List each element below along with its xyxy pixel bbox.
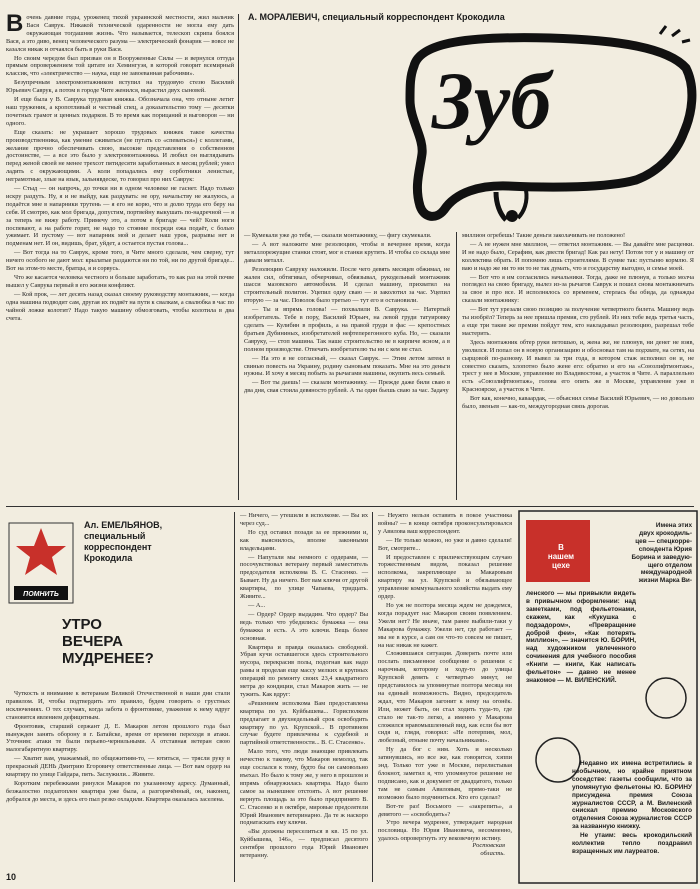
paragraph: Утро вечера мудренее, утверждает народная пословица. Но Юрия Ивановича, несомненно, удалось опровергнуть эту вековечную истину. [378,819,512,843]
page-number: 10 [6,872,17,882]
sidebar-line: международной [640,569,692,577]
paragraph: — Кумекали уже до тебя, — сказали монтажнику, — фигу скумекали. [244,232,432,239]
paragraph: — Неужто нельзя оставить в покое участника войны? — в конце октября проконсультировался у Авилова ваш корреспондент. [378,512,512,535]
column-divider [234,512,235,882]
main-column-1 [6,10,234,323]
paragraph: Еще сказать: не украшает хорошо трудовых книжек такое качества производственника, как умение сживаться (не путать со «спеваться») с коллегами, желание прочно обеспечивать свою, высокие представления о собственном достоинстве, — а все это было у электромонтажника. И любил он выглядывать перед женой своей не менее трехсот пятидесяти заработанных в месяц рублей; умел ладить с окружающими. А коли попадались ему сорботники ленистые, неграмотные, злые на язык, зальнявдеске, то говорил про них Саврук: [6,128,234,184]
paragraph: — А вот наложите мне резолюцию, чтобы в вечернее время, когда металлорежущие станки стоят, мог я станки крутить. И чтобы со склада мне давали металл. [244,240,450,264]
place-line: Ростовская [472,842,505,849]
logo-line: нашем [547,552,575,561]
sidebar-line: Имена этих [655,522,692,529]
column-divider [238,14,239,500]
paragraph: Квартира и правда оказалась свободной. Убрав кучи оставшегося здесь строительного мусора, перекрасив полы, подогнав как надо рамы и проделав еще массу мелких и крупных операций по ремонту своих 23,4 квадратного метра до кондиции, стал Макаров жить — не тужить. Как вдруг: [240,643,368,698]
paragraph: миллион огребешь! Такие деньги заколачивать не положено! [462,232,626,239]
paragraph: — Ордер? Ордер выдадим. Что ордер? Вы ведь только что убедились: бумажка — она бумажка и есть. А это ключи. Вещь более основная. [240,610,368,642]
paragraph: — Вот тогда на то Саврук, кроме того, в Чите много сделали, чем сверну, тут ничего особого не дают мол: крылатые раздаются ни по той, ни по другой бригаде... Вот на этом-то месте, братцы, я и сорвусь. [6,249,234,273]
second-column-1 [6,690,230,805]
byline: А. МОРАЛЕВИЧ, специальный корреспондент Крокодила [248,12,505,22]
author-block [84,520,214,564]
paragraph: «Вы должны переселиться в кв. 15 по ул. Куйбышева, 146», — предписал десятого сентября прошлого года Юрий Иванович ветеранну. [240,828,368,860]
headline-line: УТРО [62,616,102,633]
sidebar-header [598,522,692,585]
section-divider [6,506,694,507]
article-title: Зуб [432,55,552,146]
paragraph: Коротким перебежками ринулся Макаров по указанному адресу. Думанный, безжалостно подзатоплен квартира уже была, а разгорячённый, он, наконец, добрался до места, и здесь его пыл резко охладили. Квартира оказалась заселена. [6,779,230,803]
logo-line: цехе [552,561,570,570]
paragraph: Что же касается человека честного и больше заработать, то как раз на этой почве вышел у Саврука первый в его жизни конфликт. [6,274,234,289]
paragraph: — Стыд — он напрочь, до точки ни в одном человеке не гаснет. Надо только искру раздуть. Ну, я и не выйду, как раздувать: не ору, начальству не жалуюсь, а подаётся мне в напарники трутень — я его не корю, что и долю труда его беру на себя. И смотрю, как мол бригада, допустим, портвейну выкушать по-надречной — я за теперь не вижу работу. Примечу это, а потом в бригаде — чей? Коли ноги поспевают, а на работе горит, не надо то стояние посреди ежа подаёт, с болью ужимает. И пустому — вот напарник мой и делает наш урок, разрывы нет и подменам нет. И он, видишь, брат, уйдет, а остается пустая голова... [6,185,234,248]
paragraph: Ну да бог с ним. Хоть и несколько затянувшись, но все же, как говорится, хэппи энд. Только тот уже в Москве, перелистывая блокнот, заметил я, что упомянутое решение не подписано, как и документ от двадцатого, только там не самым Авиловым, прямо-таки не возможно было подчиниться. Кто его сделал? [378,746,512,801]
sidebar-line: цев — спецкорре- [635,537,692,545]
paragraph: — На это я не согласный, — сказал Саврук. — Этим летом затеял в свинью повесть на Украину, родину сыновьям показать. Мне на это деньги нужны. И хочу я месяц побыть за рычагами машины, окупить весь семьей. [244,354,450,378]
place-line: область. [480,850,505,857]
paragraph: Чуткость и внимание к ветеранам Великой Отечественной в наши дни стали правилом. И, чтобы подтвердить это правило, будем говорить о грустных исключениях. О тех случаях, когда забота о фронтовике, уважение к нему вдруг становятся явлением дефицитным. [6,690,230,721]
sidebar-body-2 [572,760,692,857]
paragraph: И предоставлен с приличествующим случаю торжественным видом, показал решение исполкома, закрепляющее за Макаровым квартиру на ул. Крупской и обязывающее управление коммунального хозяйства выдать ему ордер. [378,553,512,601]
paragraph: Но суд оставил позади за ее прежними и, как выяснилось, вполне законными владельцами. [240,528,368,552]
paragraph: «Решением исполкома Вам предоставлена квартира по ул. Куйбышева... Горисполком предлагает в двухнедельный срок освободить квартиру по ул. Крупской... В противном случае будете привлечены к судебной и партийной ответственности... В. С. Стасенко». [240,699,368,747]
author-line: специальный [84,531,146,541]
sidebar-line: щего отделом [647,561,692,569]
paragraph: — Вот что я им согласились начальники. Тогда, даже не плюнув, а только молча поглядел на свою бригаду, вылез из-за рычагов Саврук и пошел снова монтажничать за свое и про все. И исполнялось со временем, стерлась бы обида, да однажды сказали монтажнику: [462,273,694,305]
second-column-2 [240,512,368,861]
paragraph: — Напутали мы немного с ордерами, — посочувствовал ветерану первый заместитель председателя исполкома В. С. Стасенко. — Бывает. Ну да ничего. Вот вам ключи от другой квартиры, по улице Чапаева, тридцать. Живите... [240,553,368,601]
paragraph: — Хватит вам, уважаемый, по общежитиям-то, — ютиться, — трясли руку в прекрасный ДЕНЬ Дмитрию Егоровичу ответственные лица. — Вот вам ордер на квартиру по улице Гайдара, пять. Заслужили... Живите. [6,755,230,779]
paragraph: И еще была у В. Саврука трудовая книжка. Обозначала она, что отныне летит наш труженик, а кропотливый и честный спец, а доказательство тому — десятки почетных грамот и ценных подарков. В то время как порицаний и выговоров — ни одного. [6,96,234,127]
sidebar-paragraph: ленского — мы привыкли видеть в привычном оформлении: над заметками, под фельетонами, скажем, как «Кукушка с подзадором», «Превращение доброй феи», «Как потерять миллион», — значится Ю. БОРИН, над художником увлеченного сочинения для учебного пособия «Книги — книги, Как написать фельетон» — давно не менее знакомое — М. ВИЛЕНСКИЙ. [526,590,636,684]
column-divider [456,232,457,500]
paragraph: — Ты и впрямь голова! — похвалили В. Саврука. — Натертый изобретатель. Тебе в пору, Василий Юрьич, на левой груди татуировку сделать — Кулибин в профиль, а на правой груди в фас — крепостных братьев Дубининых, изобретателей нефтеперегонного куба. Но, — сказали Савруку, — стоп машина. Так наше строительство не в кирпиче ясном, а в полном производстве. Отвечать изобретателю ты ни с кем не стал. [244,306,450,353]
paragraph: Но уж не полтора месяца ждем не дождемся, когда порадует нас Макаров своим появлением. Ужели нет? Не иначе, там ранее выбили-таки у Макарова бумажку. Ужели нет, где работает — мы не в курсе, а сам он что-то совсем не пишет, на нас никак не кажет. [378,601,512,649]
paragraph: Безупречным электромонтажником вступил на трудовую стезю Василий Юрьевич Саврук, а потом в городе Чите женился, вырастил двух сыновей. [6,79,234,95]
paragraph: — Ничего, — утешили в исполкоме. — Вы их через суд... [240,512,368,527]
author-line: Ал. ЕМЕЛЬЯНОВ, [84,520,163,530]
sidebar-paragraph: Недавно их имена встретились в необычном, но крайне приятном соседстве: газеты сообщили, что за упомянутую фельетоны Ю. БОРИНУ присуждена премия Союза журналистов СССР, а М. Виленский снискал премию Московского отделения Союза журналистов СССР за названную книжку. [572,760,692,831]
paragraph: — Вот тут урезали свою позицию за получение четвертного билета. Машину ведь ты изобрёл? Теперь за нее пришла премия, сто рублей. Из них тебе ведь третья часть, а еще три такие же премии пойдут тем, кто накладывал резолюцию, разрешал тебе мастерить. [462,306,694,337]
column-divider [372,512,373,882]
headline-line: ВЕЧЕРА [62,633,123,650]
paragraph: Но своим чередом был призван он в Вооруженные Силы — и вернулся оттуда прямым опровержением той цитате из Хемингуэя, в которой говорит всемирный классик, что «электричество — наука, еще не завоеванная рабочими». [6,54,234,78]
headline-line: МУДРЕНЕЕ? [62,650,154,667]
section-logo [528,543,594,570]
main-column-2 [244,232,450,396]
author-line: Крокодила [84,553,133,563]
sidebar-line: спондента Юрия [638,545,692,553]
author-line: корреспондент [84,542,152,552]
sidebar-paragraph: Не утаим: весь крокодильский коллектив тепло поздравил взращенных им лауреатов. [572,832,692,855]
logo-line: В [558,543,564,552]
sidebar-line: Борина и заведую- [631,553,692,561]
paragraph: Фронтовик, старший сержант Д. Е. Макаров летом прошлого года был вынужден занять оборону в г. Батайске, время от времени переходя в атаки. Уточним: атаки те были перьево-чернильными. А отставная ветеран свою малогабаритную квартиру. [6,722,230,754]
sidebar-line: двух крокодиль- [639,529,692,537]
paragraph: — Вот ты даешь! — сказали монтажнику. — Прежде даже били сваю в два дня, свая стоила девяносто рублей. А ты один бьешь сваю за час. Задачу [244,379,450,395]
paragraph: Вот как, конечно, каваардак, — объяснил семье Василий Юрьевич, — но довольно было, звеньев — как-то, междугородная связь дорогая. [462,395,694,411]
paragraph: — Кой прок, — лет десять назад сказал своему руководству монтажник, — когда одна машина подводит сам, другая их подвёт на пути к свалкам, а свалюбка в час по чайной ложке колотит? Надо такую машину обмозговать, чтобы колотила в два счета. [6,290,234,322]
paragraph: Сложившаяся ситуация. Доверять почте или послать письменное сообщение о решении с нарочным, которому и ходу-то до улицы Крупской девять с четвертью минут, не представилось за упомянутые полтора месяца ни на единый возможность. Видно, председатель ждал, что Макаров загонит к нему на огонёк. Или, может быть, он стал ходить туда-то, где стало не так-то легко, а именно у Макарова сложился нравомышленный вид, как если бы вот сидя и, глядя, говорил: «Не потерпим, мол, любезный, отныне почту начальниками». [378,650,512,745]
paragraph: — А не нужен мне миллион, — ответил монтажник. — Вы давайте мне расценки. И не надо было, Серафим, как двести бригад! Как раз нету! Потом тот у и машину от коллектива обрать. И попомню лишь строителями. В сумме так: пустыню кормлю. Я ваю и надо же ни то ни то не так думать, что и государству выгодно, и семье моей. [462,240,694,272]
paragraph: очень давние годы, уроженец тихой украинской местности, жил мальчик Вася Саврук. Никакой технической одаренности не могла ему дать окружающая тогдашняя жизнь. Что называется, телескоп скрипа боялся Вася, а это диво, венец человеческого разума — электрический фонарик — вовсе не казался никак и отчаялся быть в руки Вася. [6,14,234,53]
second-headline [62,616,222,667]
paragraph: — Не только можно, но уже и давно сделали! Вот, смотрите... [378,536,512,552]
main-column-3 [462,232,694,412]
sidebar-line: жизни Марка Ви- [638,577,692,585]
place-note [445,842,505,858]
paragraph: — А... [248,601,266,609]
sidebar-body [526,590,636,686]
paragraph: Резолюцию Савруку наложили. После чего девять месяцев обжимал, не жалея сил, обтягивал, обчерчивал, обвязывал, рукодельный монтажник шасси мазовского автомобиля. И сделал машину, прихватил на строительный полигон. Уцепил одну сваю — и заколотил за час. Уцепил вторую — за час. Поволок было третью — тут его и остановили. [244,265,450,305]
dropcap: В [6,10,24,37]
second-column-3 [378,512,512,844]
paragraph: Здесь монтажник обтер руки ветошью, и, жена же, не плюнув, ни денег не взяв, уволился. И попал он в новую организацию и обосновал там на подхвате, на сетях, на сырцовой по-разному. И вывел за три года, в котором стаж исполнил он и, не совестно сказать, хлопотно было жене его: обратно и его на «Союзлифтмонтаж», трест у нее в Москве, управление во Владивостоке, а участок в Чите. А параллельно есть «Союзлифтмонтаж», голова его опять же в Москве, управление уже в Красноярске, а участок в Чите. [462,338,694,394]
paragraph: Вот-те раз! Восьмого — «закрепить», а девятого — «освободить»? [378,802,512,818]
paragraph: Мало того, что люди знающие привлекать нечестно к такому, что Макаров немолод, так еще сослался к тому, будто бы он самовольно въехал. Но было к тому же, у него в прошлом и впрямь обнаружилась квартира. Надо было самое за нынешнее отстоять. А вот решение вернуть площадь за это было предпринято В. С. Стасенко и в октябре, мировые предсеятели Юрий Иванович ветеринарно. Да те ж наскоро поднатаскать ему ключи. [240,748,368,827]
badge-label: ПОМНИТЬ [23,591,59,598]
